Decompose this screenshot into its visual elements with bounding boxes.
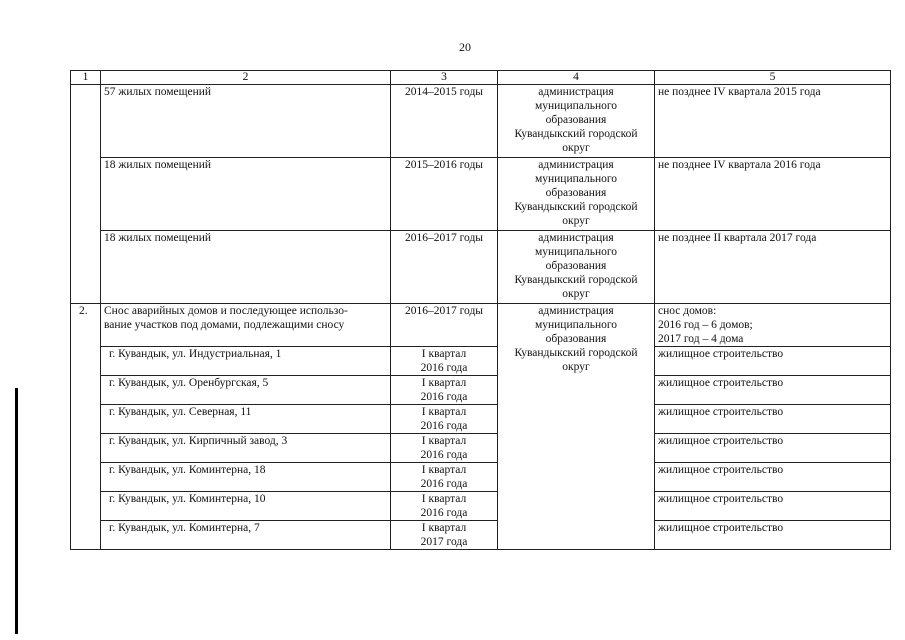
table-row — [71, 376, 891, 405]
table-row — [71, 85, 891, 158]
result-cell: жилищное строительство — [655, 347, 891, 376]
result-cell — [655, 304, 891, 347]
item-cell: 18 жилых помещений — [101, 158, 391, 231]
executor-line: Кувандыкский городской — [514, 128, 638, 140]
period-cell: 2015–2016 годы — [391, 158, 498, 231]
address-cell: г. Кувандык, ул. Коминтерна, 7 — [101, 521, 391, 550]
period-line: I квартал — [421, 522, 467, 534]
result-line: 2017 год – 4 дома — [658, 333, 744, 345]
period-line: 2016 года — [420, 420, 468, 432]
period-line: 2016 года — [420, 507, 468, 519]
program-table — [70, 70, 891, 550]
result-cell: жилищное строительство — [655, 434, 891, 463]
executor-line: муниципального — [534, 173, 618, 185]
column-number: 2 — [101, 71, 391, 85]
page-number: 20 — [459, 40, 471, 54]
result-cell: жилищное строительство — [655, 405, 891, 434]
period-cell — [391, 521, 498, 550]
result-cell: не позднее IV квартала 2015 года — [655, 85, 891, 158]
table-row — [71, 347, 891, 376]
table-row — [71, 492, 891, 521]
table-row — [71, 434, 891, 463]
table-row — [71, 231, 891, 304]
executor-line: Кувандыкский городской — [514, 347, 638, 359]
address-cell: г. Кувандык, ул. Северная, 11 — [101, 405, 391, 434]
period-cell — [391, 376, 498, 405]
scan-margin-bar — [15, 388, 18, 634]
result-line: 2016 год – 6 домов; — [658, 319, 753, 331]
row-number-cell: 2. — [71, 304, 101, 550]
period-line: 2016 года — [420, 362, 468, 374]
column-number-row — [71, 71, 891, 85]
address-cell: г. Кувандык, ул. Кирпичный завод, 3 — [101, 434, 391, 463]
period-cell — [391, 463, 498, 492]
column-number: 4 — [498, 71, 655, 85]
period-line: 2016 года — [420, 391, 468, 403]
address-cell: г. Кувандык, ул. Оренбургская, 5 — [101, 376, 391, 405]
period-line: I квартал — [421, 464, 467, 476]
executor-line: администрация — [538, 305, 614, 317]
result-cell: жилищное строительство — [655, 492, 891, 521]
executor-cell — [498, 158, 655, 231]
table-row — [71, 158, 891, 231]
period-line: I квартал — [421, 406, 467, 418]
executor-cell — [498, 304, 655, 550]
row-number-cell — [71, 85, 101, 304]
executor-cell — [498, 85, 655, 158]
result-cell: не позднее II квартала 2017 года — [655, 231, 891, 304]
result-cell: жилищное строительство — [655, 521, 891, 550]
executor-line: администрация — [538, 86, 614, 98]
column-number: 5 — [655, 71, 891, 85]
period-line: I квартал — [421, 435, 467, 447]
executor-line: муниципального — [534, 319, 618, 331]
column-number: 1 — [71, 71, 101, 85]
table-row — [71, 521, 891, 550]
period-line: I квартал — [421, 348, 467, 360]
executor-line: образования — [545, 187, 607, 199]
period-line: 2016 года — [420, 478, 468, 490]
address-cell: г. Кувандык, ул. Коминтерна, 18 — [101, 463, 391, 492]
executor-line: администрация — [538, 159, 614, 171]
period-line: 2017 года — [420, 536, 468, 548]
period-cell — [391, 347, 498, 376]
address-cell: г. Кувандык, ул. Коминтерна, 10 — [101, 492, 391, 521]
item-cell: 18 жилых помещений — [101, 231, 391, 304]
period-cell — [391, 492, 498, 521]
result-cell: жилищное строительство — [655, 376, 891, 405]
period-cell — [391, 405, 498, 434]
result-line: снос домов: — [658, 305, 717, 317]
result-cell: жилищное строительство — [655, 463, 891, 492]
executor-line: округ — [562, 142, 590, 154]
column-number: 3 — [391, 71, 498, 85]
period-cell — [391, 434, 498, 463]
period-line: I квартал — [421, 377, 467, 389]
section-title-line: вание участков под домами, подлежащими сносу — [104, 319, 345, 331]
table-row — [71, 304, 891, 347]
address-cell: г. Кувандык, ул. Индустриальная, 1 — [101, 347, 391, 376]
period-cell: 2014–2015 годы — [391, 85, 498, 158]
executor-line: округ — [562, 288, 590, 300]
result-cell: не позднее IV квартала 2016 года — [655, 158, 891, 231]
table-row — [71, 463, 891, 492]
executor-line: округ — [562, 361, 590, 373]
period-cell: 2016–2017 годы — [391, 304, 498, 347]
executor-line: Кувандыкский городской — [514, 201, 638, 213]
executor-line: Кувандыкский городской — [514, 274, 638, 286]
executor-line: муниципального — [534, 246, 618, 258]
executor-line: администрация — [538, 232, 614, 244]
executor-cell — [498, 231, 655, 304]
executor-line: образования — [545, 114, 607, 126]
executor-line: муниципального — [534, 100, 618, 112]
item-cell: 57 жилых помещений — [101, 85, 391, 158]
table-row — [71, 405, 891, 434]
period-cell: 2016–2017 годы — [391, 231, 498, 304]
item-cell — [101, 304, 391, 347]
executor-line: округ — [562, 215, 590, 227]
period-line: 2016 года — [420, 449, 468, 461]
period-line: I квартал — [421, 493, 467, 505]
executor-line: образования — [545, 260, 607, 272]
section-title-line: Снос аварийных домов и последующее использо- — [104, 305, 348, 317]
executor-line: образования — [545, 333, 607, 345]
